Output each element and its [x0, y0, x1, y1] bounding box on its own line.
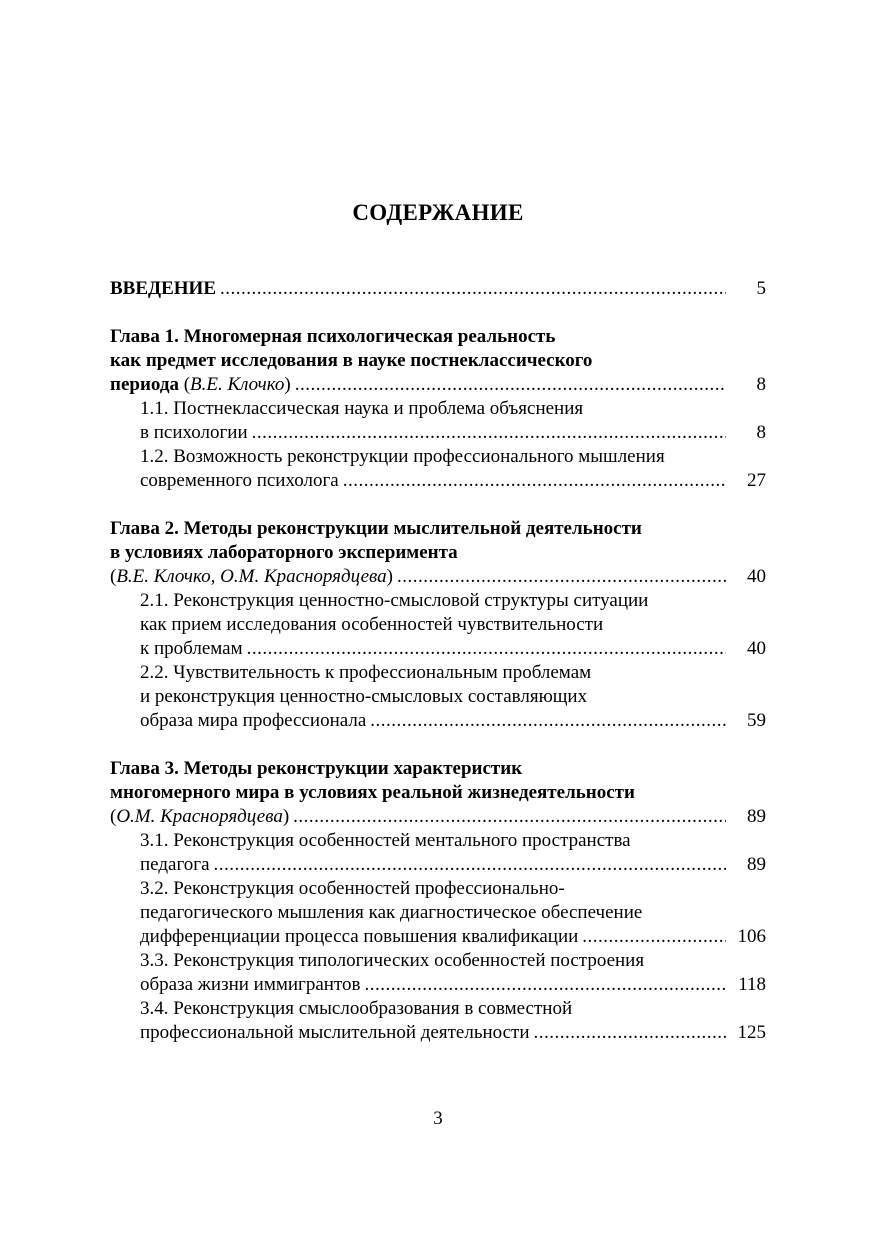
toc-entry-intro[interactable] — [110, 277, 766, 301]
section-3-3-line-2: образа жизни иммигрантов — [140, 974, 361, 995]
dot-leader — [370, 709, 726, 733]
toc-entry-chapter-3[interactable] — [110, 805, 766, 829]
section-3-4-line-1[interactable]: 3.4. Реконструкция смыслообразования в совместной — [140, 998, 573, 1019]
toc-entry-section-3-3[interactable] — [140, 973, 766, 997]
toc-page-number: 89 — [747, 854, 766, 875]
dot-leader — [214, 853, 727, 877]
toc-page-number: 5 — [756, 278, 766, 299]
section-2-2-line-1[interactable]: 2.2. Чувствительность к профессиональным проблемам — [140, 662, 592, 683]
toc-entry-section-2-2[interactable] — [140, 709, 766, 733]
dot-leader — [364, 973, 726, 997]
toc-page-number: 8 — [756, 374, 766, 395]
toc-entry-chapter-2[interactable] — [110, 565, 766, 589]
chapter-3-authors: (О.М. Краснорядцева) — [110, 806, 290, 827]
chapter-1-author: В.Е. Клочко — [190, 374, 285, 395]
dot-leader — [293, 805, 726, 829]
chapter-1-title-line-1[interactable]: Глава 1. Многомерная психологическая реальность — [110, 326, 556, 347]
toc-page-number: 89 — [747, 806, 766, 827]
page-title: СОДЕРЖАНИЕ — [352, 200, 524, 225]
toc-page-number: 40 — [747, 638, 766, 659]
chapter-2-title-line-1[interactable]: Глава 2. Методы реконструкции мыслительной деятельности — [110, 518, 642, 539]
dot-leader — [343, 469, 726, 493]
toc-page-number: 125 — [737, 1022, 766, 1043]
dot-leader — [534, 1021, 726, 1045]
section-3-3-line-1[interactable]: 3.3. Реконструкция типологических особенностей построения — [140, 950, 645, 971]
dot-leader — [247, 637, 726, 661]
section-1-2-line-1[interactable]: 1.2. Возможность реконструкции профессионального мышления — [140, 446, 665, 467]
dot-leader — [295, 373, 726, 397]
section-1-1-line-2: в психологии — [140, 422, 248, 443]
section-1-2-line-2: современного психолога — [140, 470, 339, 491]
toc-entry-section-3-4[interactable] — [140, 1021, 766, 1045]
chapter-1-title-line-2[interactable]: как предмет исследования в науке постнеклассического — [110, 350, 593, 371]
section-1-1-line-1[interactable]: 1.1. Постнеклассическая наука и проблема объяснения — [140, 398, 584, 419]
section-3-4-line-2: профессиональной мыслительной деятельности — [140, 1022, 530, 1043]
toc-page-number: 106 — [737, 926, 766, 947]
chapter-3-title-line-2[interactable]: многомерного мира в условиях реальной жизнедеятельности — [110, 782, 635, 803]
chapter-1-title-line-3: периода (В.Е. Клочко) — [110, 374, 291, 395]
chapter-2-title-line-2[interactable]: в условиях лабораторного эксперимента — [110, 542, 458, 563]
toc-entry-label: ВВЕДЕНИЕ — [110, 278, 216, 299]
toc-entry-section-3-1[interactable] — [140, 853, 766, 877]
section-3-1-line-2: педагога — [140, 854, 210, 875]
toc-entry-section-1-1[interactable] — [140, 421, 766, 445]
toc-page-number: 40 — [747, 566, 766, 587]
section-2-1-line-2[interactable]: как прием исследования особенностей чувствительности — [140, 614, 604, 635]
section-2-2-line-2[interactable]: и реконструкция ценностно-смысловых составляющих — [140, 686, 588, 707]
toc-entry-section-2-1[interactable] — [140, 637, 766, 661]
dot-leader — [252, 421, 726, 445]
toc-entry-section-3-2[interactable] — [140, 925, 766, 949]
chapter-3-title-line-1[interactable]: Глава 3. Методы реконструкции характеристик — [110, 758, 523, 779]
toc-entry-section-1-2[interactable] — [140, 469, 766, 493]
toc-page-number: 118 — [738, 974, 766, 995]
page-number: 3 — [433, 1108, 443, 1129]
toc-page-number: 8 — [756, 422, 766, 443]
section-2-1-line-1[interactable]: 2.1. Реконструкция ценностно-смысловой структуры ситуации — [140, 590, 649, 611]
chapter-2-authors: (В.Е. Клочко, О.М. Краснорядцева) — [110, 566, 393, 587]
section-3-1-line-1[interactable]: 3.1. Реконструкция особенностей ментального пространства — [140, 830, 631, 851]
toc-entry-chapter-1[interactable] — [110, 373, 766, 397]
toc-page-number: 59 — [747, 710, 766, 731]
dot-leader — [220, 277, 726, 301]
toc-page-number: 27 — [747, 470, 766, 491]
section-2-2-line-3: образа мира профессионала — [140, 710, 367, 731]
dot-leader — [397, 565, 726, 589]
section-3-2-line-3: дифференциации процесса повышения квалификации — [140, 926, 579, 947]
section-3-2-line-2[interactable]: педагогического мышления как диагностическое обеспечение — [140, 902, 643, 923]
dot-leader — [582, 925, 726, 949]
section-3-2-line-1[interactable]: 3.2. Реконструкция особенностей профессионально- — [140, 878, 565, 899]
section-2-1-line-3: к проблемам — [140, 638, 243, 659]
